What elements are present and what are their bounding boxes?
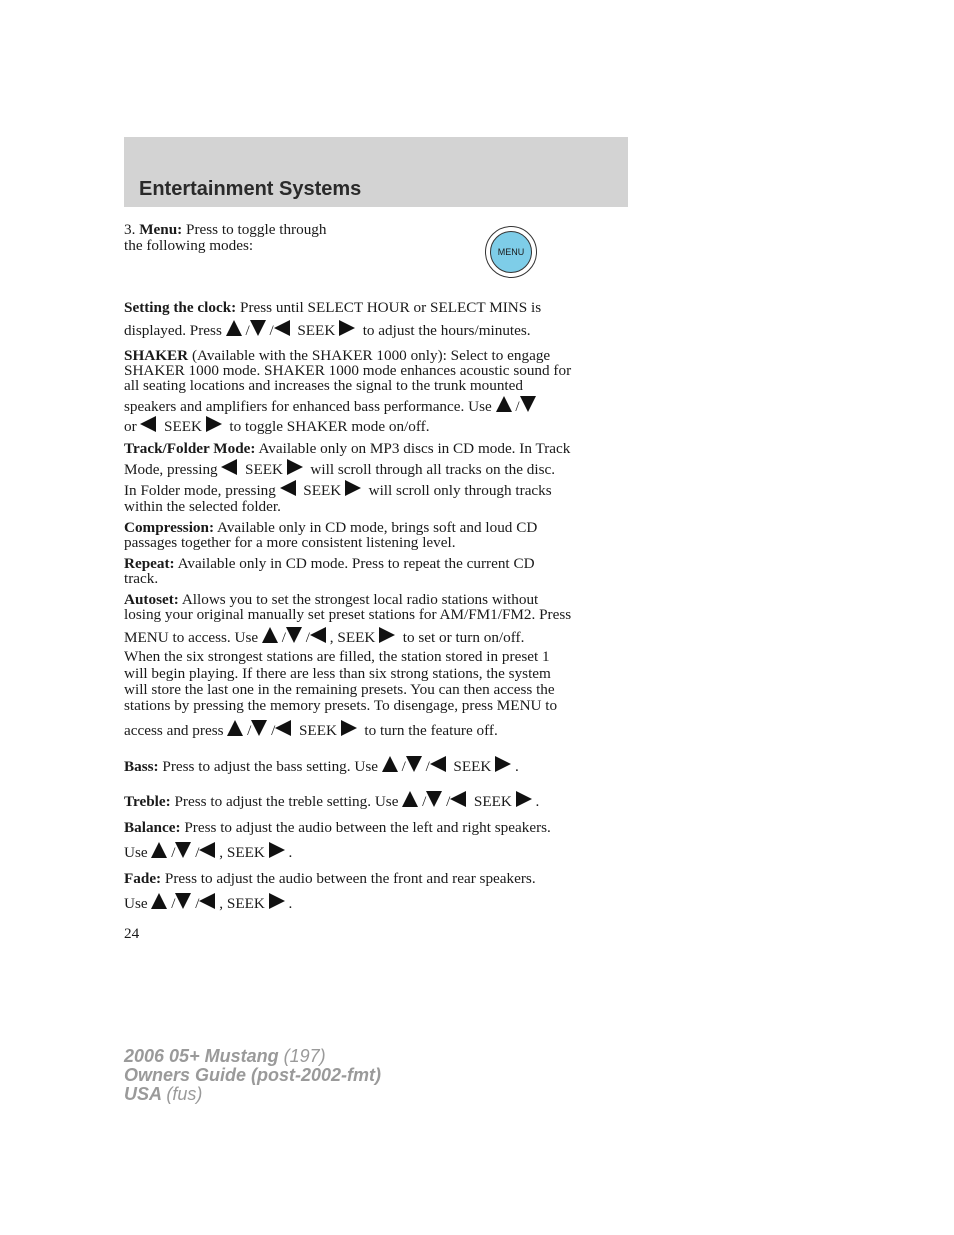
footer-line2: Owners Guide (post-2002-fmt) (124, 1065, 382, 1085)
left-arrow-icon (280, 480, 296, 496)
autoset-p2-line4: stations by pressing the memory presets. To disengage, press MENU to (124, 697, 558, 714)
right-arrow-icon (339, 320, 355, 336)
repeat-line1: Repeat: Available only in CD mode. Press to repeat the current CD (124, 555, 535, 572)
up-arrow-icon (402, 791, 418, 807)
left-arrow-icon (274, 320, 290, 336)
down-arrow-icon (175, 842, 191, 858)
down-arrow-icon (251, 720, 267, 736)
right-arrow-icon (516, 791, 532, 807)
autoset-p2-line2: will begin playing. If there are less than six strong stations, the system (124, 665, 551, 682)
up-arrow-icon (262, 627, 278, 643)
up-arrow-icon (382, 756, 398, 772)
autoset-p2-line1: When the six strongest stations are filled, the station stored in preset 1 (124, 648, 550, 665)
footer-line3: USA (fus) (124, 1084, 203, 1104)
up-arrow-icon (227, 720, 243, 736)
menu-item-line1: 3. Menu: Press to toggle through (124, 221, 327, 238)
down-arrow-icon (250, 320, 266, 336)
up-arrow-icon (151, 842, 167, 858)
menu-item-line2: the following modes: (124, 237, 254, 254)
repeat-line2: track. (124, 570, 159, 587)
balance-line2: Use / / , SEEK . (124, 844, 293, 861)
page-number: 24 (124, 925, 140, 942)
menu-button-illustration (485, 226, 537, 278)
track-line2: Mode, pressing SEEK will scroll through all tracks on the disc. (124, 461, 556, 478)
track-line3: In Folder mode, pressing SEEK will scroll only through tracks (124, 482, 552, 499)
left-arrow-icon (199, 842, 215, 858)
down-arrow-icon (175, 893, 191, 909)
menu-button-face: MENU (490, 231, 532, 273)
autoset-p2-line3: will store the last one in the remaining presets. You can then access the (124, 681, 555, 698)
fade-line2: Use / / , SEEK . (124, 895, 293, 912)
left-arrow-icon (199, 893, 215, 909)
up-arrow-icon (226, 320, 242, 336)
treble-line: Treble: Press to adjust the treble setting. Use / / SEEK . (124, 793, 540, 810)
autoset-p2-line5: access and press / / SEEK to turn the feature off. (124, 722, 498, 739)
right-arrow-icon (287, 459, 303, 475)
down-arrow-icon (286, 627, 302, 643)
balance-line1: Balance: Press to adjust the audio between the left and right speakers. (124, 819, 551, 836)
section-title: Entertainment Systems (139, 178, 362, 200)
clock-line2: displayed. Press / / SEEK to adjust the hours/minutes. (124, 322, 531, 339)
left-arrow-icon (221, 459, 237, 475)
right-arrow-icon (379, 627, 395, 643)
down-arrow-icon (406, 756, 422, 772)
section-header (124, 137, 628, 207)
down-arrow-icon (520, 396, 536, 412)
right-arrow-icon (495, 756, 511, 772)
autoset-line2: losing your original manually set preset stations for AM/FM1/FM2. Press (124, 606, 572, 623)
bass-line: Bass: Press to adjust the bass setting. Use / / SEEK . (124, 758, 519, 775)
shaker-line5: or SEEK to toggle SHAKER mode on/off. (124, 418, 430, 435)
up-arrow-icon (151, 893, 167, 909)
shaker-line4: speakers and amplifiers for enhanced bass performance. Use / (124, 396, 536, 415)
right-arrow-icon (269, 842, 285, 858)
track-line1: Track/Folder Mode: Available only on MP3 discs in CD mode. In Track (124, 440, 571, 457)
shaker-line2: SHAKER 1000 mode. SHAKER 1000 mode enhances acoustic sound for (124, 362, 572, 379)
left-arrow-icon (310, 627, 326, 643)
clock-line1: Setting the clock: Press until SELECT HOUR or SELECT MINS is (124, 299, 542, 316)
left-arrow-icon (430, 756, 446, 772)
right-arrow-icon (269, 893, 285, 909)
right-arrow-icon (345, 480, 361, 496)
footer-line1: 2006 05+ Mustang (197) (124, 1046, 326, 1066)
compression-line1: Compression: Available only in CD mode, brings soft and loud CD (124, 519, 538, 536)
left-arrow-icon (140, 416, 156, 432)
compression-line2: passages together for a more consistent listening level. (124, 534, 456, 551)
autoset-line1: Autoset: Allows you to set the strongest local radio stations without (124, 591, 539, 608)
left-arrow-icon (450, 791, 466, 807)
shaker-line1: SHAKER (Available with the SHAKER 1000 only): Select to engage (124, 347, 551, 364)
right-arrow-icon (206, 416, 222, 432)
shaker-line3: all seating locations and increases the signal to the trunk mounted (124, 377, 523, 394)
up-arrow-icon (496, 396, 512, 412)
right-arrow-icon (341, 720, 357, 736)
down-arrow-icon (426, 791, 442, 807)
autoset-line3: MENU to access. Use / / , SEEK to set or turn on/off. (124, 629, 525, 646)
track-line4: within the selected folder. (124, 498, 281, 515)
fade-line1: Fade: Press to adjust the audio between the front and rear speakers. (124, 870, 536, 887)
left-arrow-icon (275, 720, 291, 736)
